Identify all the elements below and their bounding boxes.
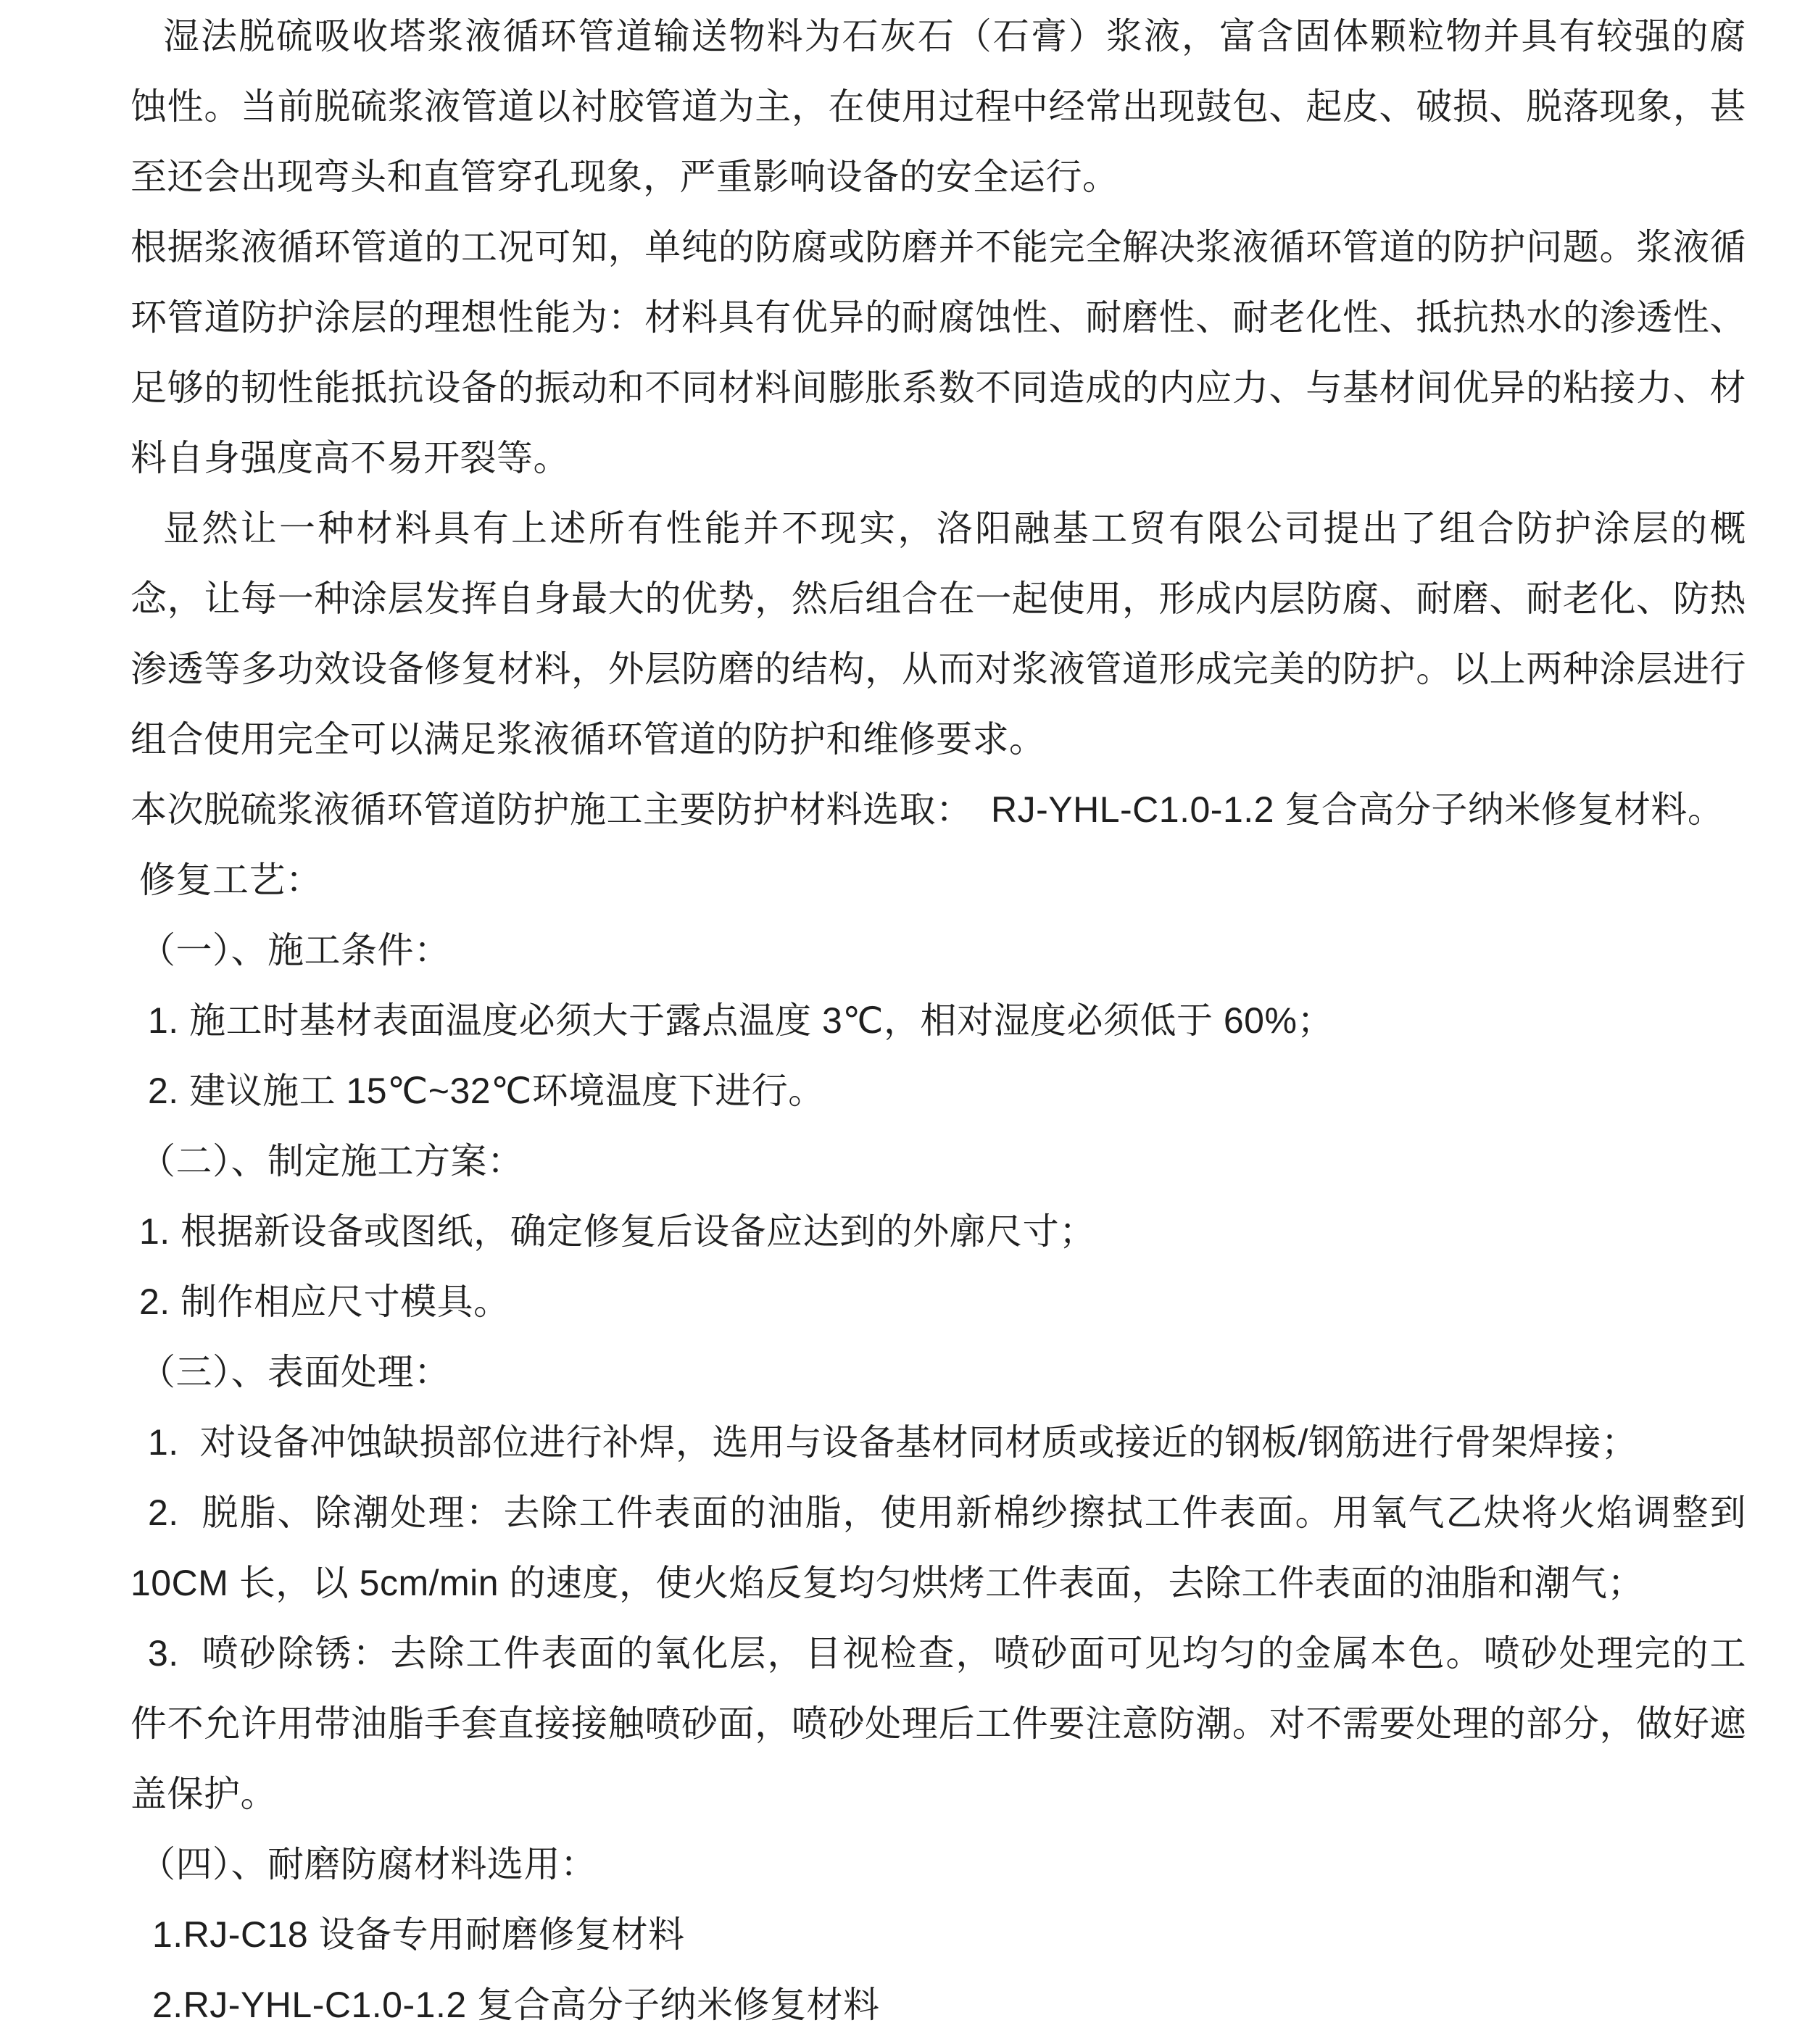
text-line: 1. 施工时基材表面温度必须大于露点温度 3℃，相对湿度必须低于 60%； bbox=[148, 1000, 1334, 1041]
text-line: （三）、表面处理： bbox=[139, 1352, 451, 1392]
text-line: 料自身强度高不易开裂等。 bbox=[130, 438, 570, 478]
text-line: 湿法脱硫吸收塔浆液循环管道输送物料为石灰石（石膏）浆液，富含固体颗粒物并具有较强的腐 bbox=[163, 16, 1746, 57]
text-line: 修复工艺： bbox=[139, 860, 323, 900]
text-line: 2.RJ-YHL-C1.0-1.2 复合高分子纳米修复材料 bbox=[152, 1985, 880, 2025]
text-line: 至还会出现弯头和直管穿孔现象，严重影响设备的安全运行。 bbox=[130, 157, 1119, 197]
text-line: 2. 建议施工 15℃~32℃环境温度下进行。 bbox=[148, 1071, 825, 1111]
text-line: （四）、耐磨防腐材料选用： bbox=[139, 1844, 597, 1885]
text-line: 根据浆液循环管道的工况可知，单纯的防腐或防磨并不能完全解决浆液循环管道的防护问题。浆液循 bbox=[130, 227, 1746, 267]
text-line: 1. 根据新设备或图纸，确定修复后设备应达到的外廓尺寸； bbox=[139, 1211, 1096, 1252]
text-line: 2. 制作相应尺寸模具。 bbox=[139, 1281, 510, 1322]
text-line: 本次脱硫浆液循环管道防护施工主要防护材料选取： RJ-YHL-C1.0-1.2 复合高分子纳米修复材料。 bbox=[130, 789, 1725, 830]
text-line: 环管道防护涂层的理想性能为：材料具有优异的耐腐蚀性、耐磨性、耐老化性、抵抗热水的渗透性、 bbox=[130, 297, 1746, 338]
text-line: （二）、制定施工方案： bbox=[139, 1141, 524, 1181]
text-line: （一）、施工条件： bbox=[139, 930, 451, 971]
text-line: 蚀性。当前脱硫浆液管道以衬胶管道为主，在使用过程中经常出现鼓包、起皮、破损、脱落现象，甚 bbox=[130, 86, 1746, 127]
text-line: 渗透等多功效设备修复材料，外层防磨的结构，从而对浆液管道形成完美的防护。以上两种涂层进行 bbox=[130, 649, 1746, 689]
text-line: 盖保护。 bbox=[130, 1774, 277, 1814]
text-line: 念，让每一种涂层发挥自身最大的优势，然后组合在一起使用，形成内层防腐、耐磨、耐老化、防热 bbox=[130, 578, 1746, 619]
text-line: 足够的韧性能抵抗设备的振动和不同材料间膨胀系数不同造成的内应力、与基材间优异的粘接力、材 bbox=[130, 367, 1746, 408]
text-line: 组合使用完全可以满足浆液循环管道的防护和维修要求。 bbox=[130, 719, 1046, 760]
text-line: 显然让一种材料具有上述所有性能并不现实，洛阳融基工贸有限公司提出了组合防护涂层的概 bbox=[163, 508, 1746, 549]
text-line: 10CM 长，以 5cm/min 的速度，使火焰反复均匀烘烤工件表面，去除工件表面的油脂和潮气； bbox=[130, 1563, 1644, 1603]
text-line: 3. 喷砂除锈：去除工件表面的氧化层，目视检查，喷砂面可见均匀的金属本色。喷砂处理完的工 bbox=[148, 1633, 1746, 1674]
text-line: 2. 脱脂、除潮处理：去除工件表面的油脂，使用新棉纱擦拭工件表面。用氧气乙炔将火焰调整到 bbox=[148, 1492, 1746, 1533]
text-line: 1. 对设备冲蚀缺损部位进行补焊，选用与设备基材同材质或接近的钢板/钢筋进行骨架焊接； bbox=[148, 1422, 1638, 1463]
text-line: 件不允许用带油脂手套直接接触喷砂面，喷砂处理后工件要注意防潮。对不需要处理的部分，做好遮 bbox=[130, 1703, 1746, 1744]
text-line: 1.RJ-C18 设备专用耐磨修复材料 bbox=[152, 1914, 685, 1955]
